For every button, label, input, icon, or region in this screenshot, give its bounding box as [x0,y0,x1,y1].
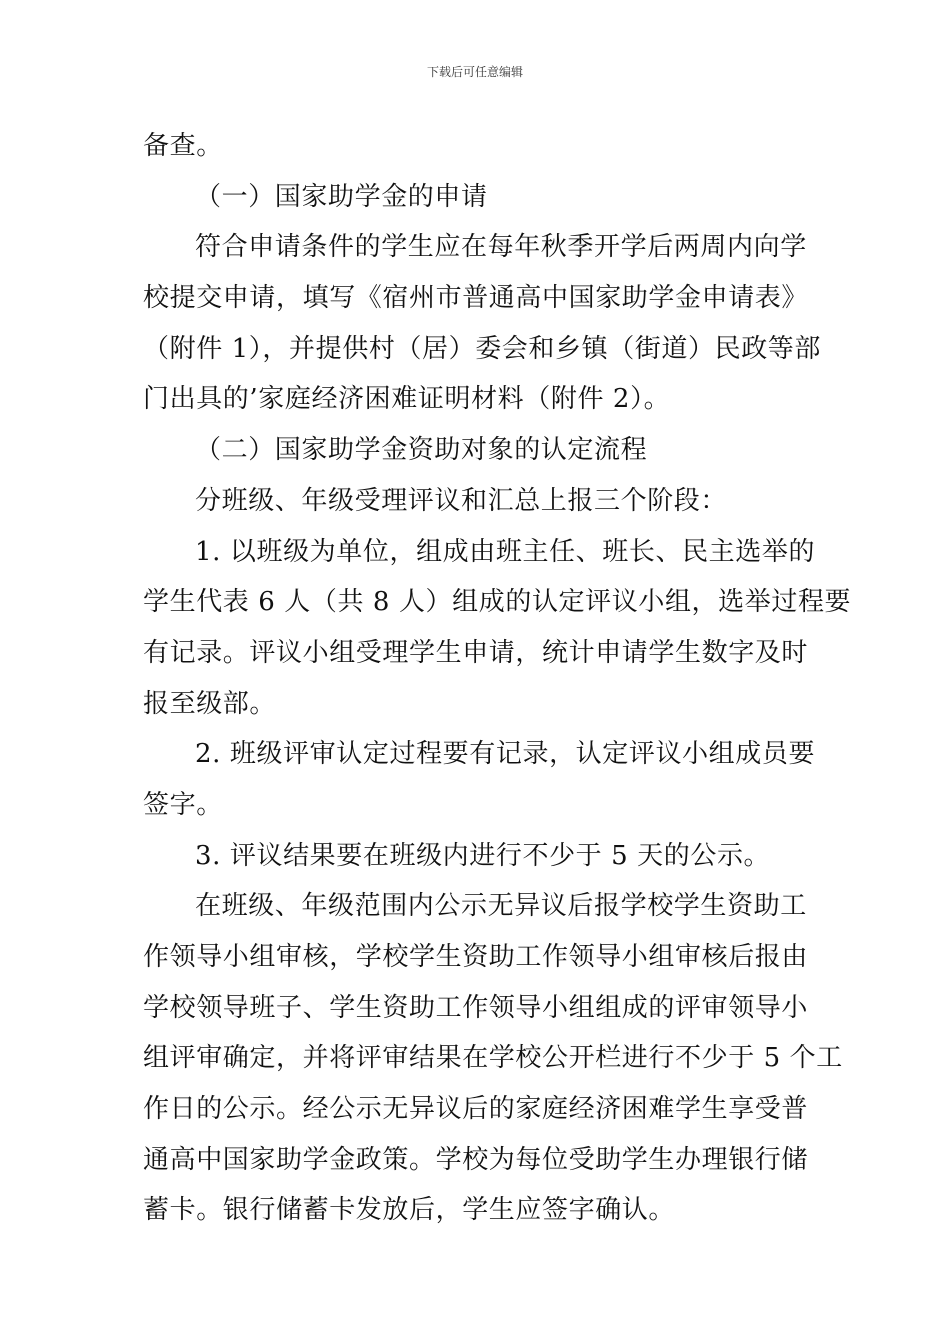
list-item: 2. 班级评审认定过程要有记录，认定评议小组成员要 [195,739,816,770]
text-line: 门出具的’家庭经济困难证明材料（附件 2）。 [143,384,671,415]
text-line: 报至级部。 [143,688,277,719]
text-line: 校提交申请，填写《宿州市普通高中国家助学金申请表》 [143,283,809,314]
list-item: 3. 评议结果要在班级内进行不少于 5 天的公示。 [195,840,771,871]
text-line: 作日的公示。经公示无异议后的家庭经济困难学生享受普 [143,1094,809,1125]
text-line: 学生代表 6 人（共 8 人）组成的认定评议小组，选举过程要 [143,587,852,618]
text-line: 组评审确定，并将评审结果在学校公开栏进行不少于 5 个工 [143,1043,843,1074]
text-line: 符合申请条件的学生应在每年秋季开学后两周内向学 [195,232,807,263]
document-body [143,121,852,1236]
text-line: 通高中国家助学金政策。学校为每位受助学生办理银行储 [143,1144,809,1175]
text-line: （附件 1），并提供村（居）委会和乡镇（街道）民政等部 [143,333,822,364]
text-line: 签字。 [143,789,223,820]
text-line: 分班级、年级受理评议和汇总上报三个阶段： [195,485,728,516]
section-heading: （一）国家助学金的申请 [195,181,488,212]
text-line: 在班级、年级范围内公示无异议后报学校学生资助工 [195,891,807,922]
text-line: 蓄卡。银行储蓄卡发放后，学生应签字确认。 [143,1195,676,1226]
text-line: 有记录。评议小组受理学生申请，统计申请学生数字及时 [143,637,809,668]
text-line: 学校领导班子、学生资助工作领导小组组成的评审领导小 [143,992,809,1023]
section-heading: （二）国家助学金资助对象的认定流程 [195,435,648,466]
text-line: 作领导小组审核，学校学生资助工作领导小组审核后报由 [143,942,809,972]
page-header: 下载后可任意编辑 [426,65,523,79]
list-item: 1. 以班级为单位，组成由班主任、班长、民主选举的 [195,536,816,567]
text-line: 备查。 [143,131,223,161]
